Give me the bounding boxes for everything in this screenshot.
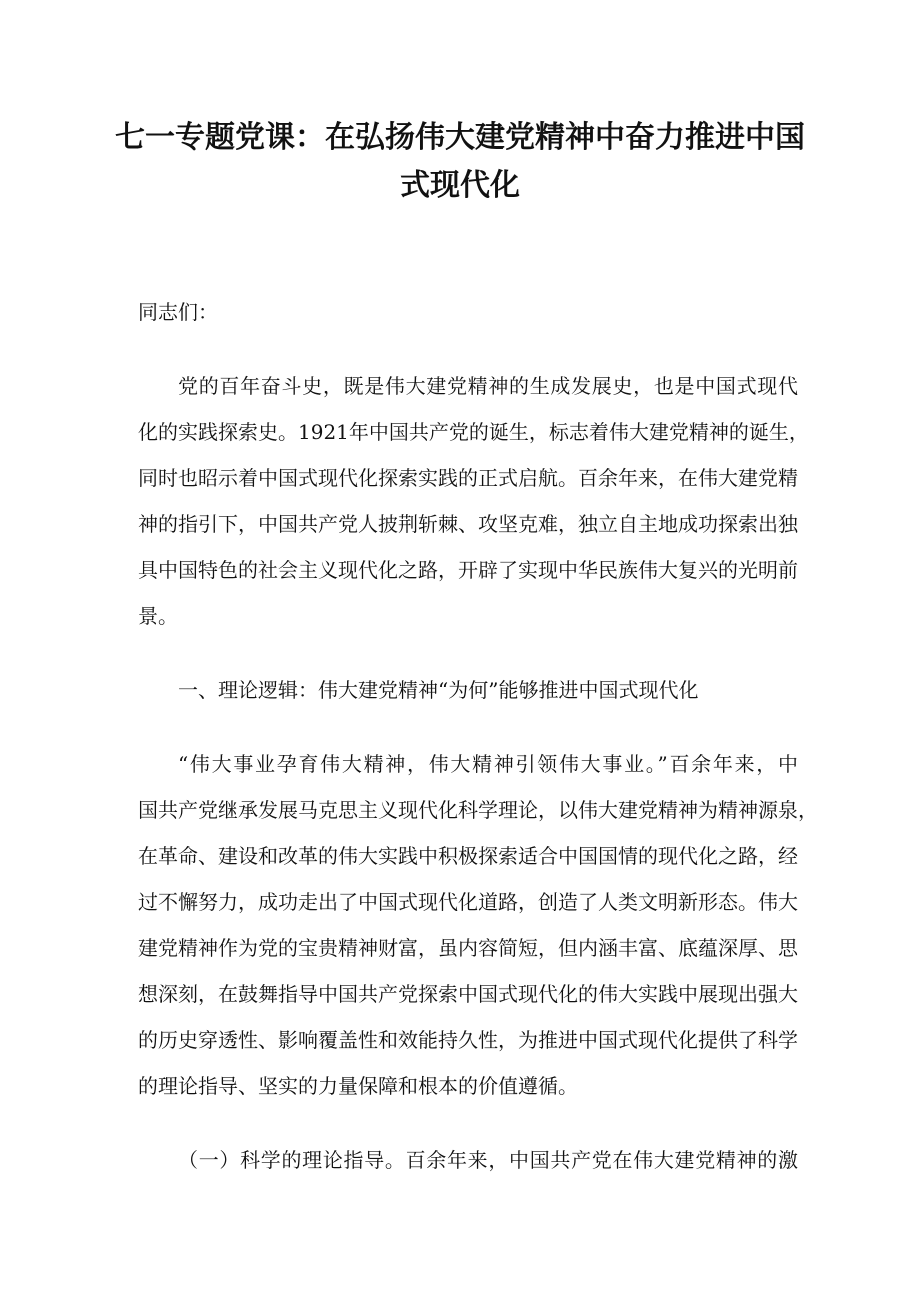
paragraph-1-line-1: 党的百年奋斗史，既是伟大建党精神的生成发展史，也是中国式现代 <box>178 374 798 398</box>
paragraph-1-line-6: 景。 <box>138 604 178 628</box>
paragraph-2-line-1: “伟大事业孕育伟大精神，伟大精神引领伟大事业。”百余年来，中 <box>178 752 798 776</box>
section-heading-1: 一、理论逻辑：伟大建党精神“为何”能够推进中国式现代化 <box>178 678 699 702</box>
paragraph-1-line-4: 神的指引下，中国共产党人披荆斩棘、攻坚克难，独立自主地成功探索出独 <box>138 512 798 536</box>
salutation: 同志们： <box>138 300 218 324</box>
document-title-line-2: 式现代化 <box>400 168 520 203</box>
paragraph-2-line-3: 在革命、建设和改革的伟大实践中积极探索适合中国国情的现代化之路，经 <box>138 844 798 868</box>
paragraph-2-line-6: 想深刻，在鼓舞指导中国共产党探索中国式现代化的伟大实践中展现出强大 <box>138 982 798 1006</box>
paragraph-1-line-5: 具中国特色的社会主义现代化之路，开辟了实现中华民族伟大复兴的光明前 <box>138 558 798 582</box>
paragraph-2-line-4: 过不懈努力，成功走出了中国式现代化道路，创造了人类文明新形态。伟大 <box>138 890 798 914</box>
paragraph-1-line-3: 同时也昭示着中国式现代化探索实践的正式启航。百余年来，在伟大建党精 <box>138 466 798 490</box>
paragraph-1-line-2: 化的实践探索史。1921年中国共产党的诞生，标志着伟大建党精神的诞生， <box>138 420 809 444</box>
paragraph-2-line-8: 的理论指导、坚实的力量保障和根本的价值遵循。 <box>138 1074 578 1098</box>
document-title-line-1: 七一专题党课：在弘扬伟大建党精神中奋力推进中国 <box>115 120 805 155</box>
paragraph-2-line-5: 建党精神作为党的宝贵精神财富，虽内容简短，但内涵丰富、底蕴深厚、思 <box>138 936 798 960</box>
paragraph-2-line-2: 国共产党继承发展马克思主义现代化科学理论，以伟大建党精神为精神源泉， <box>138 798 818 822</box>
paragraph-3-line-1: （一）科学的理论指导。百余年来，中国共产党在伟大建党精神的激 <box>178 1148 798 1172</box>
paragraph-2-line-7: 的历史穿透性、影响覆盖性和效能持久性，为推进中国式现代化提供了科学 <box>138 1028 798 1052</box>
